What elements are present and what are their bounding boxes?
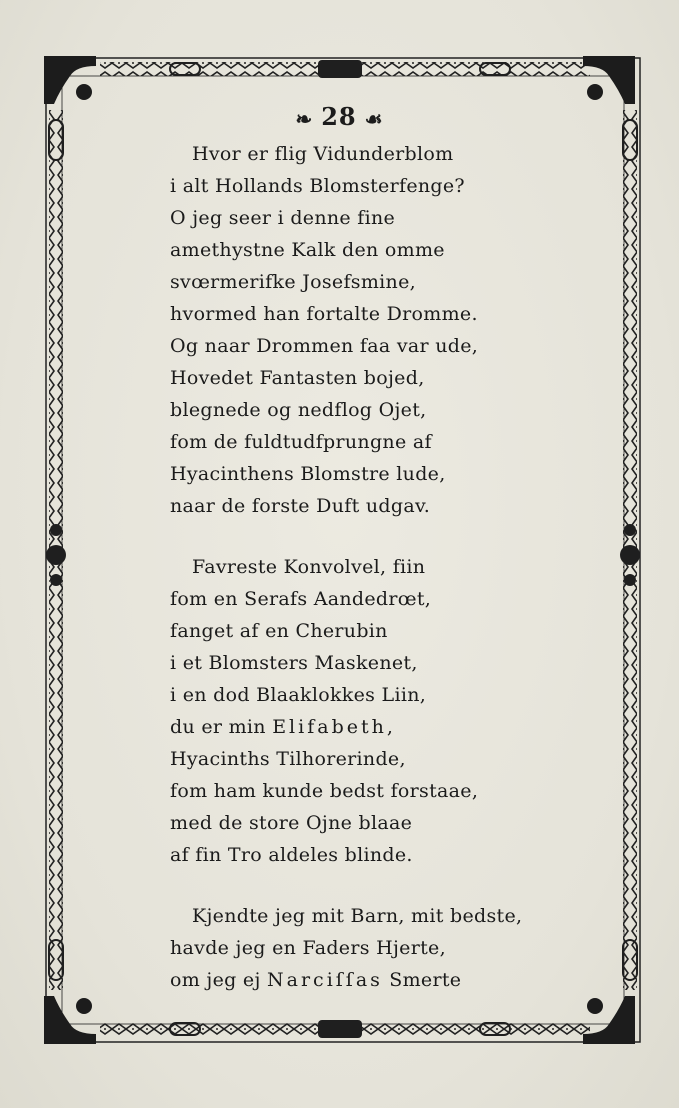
poem-line: fanget af en Cherubin [170, 620, 388, 642]
poem-line: fom ham kunde bedst forstaae, [170, 780, 479, 802]
poem-line: Hyacinths Tilhorerinde, [170, 748, 406, 770]
poem-line: Hyacinthens Blomstre lude, [170, 463, 446, 485]
poem-line-prefix: du er min [170, 716, 273, 738]
poem-line: blegnede og nedflog Ojet, [170, 399, 427, 421]
stanza-3 [170, 900, 550, 996]
poem-line: hvormed han fortalte Dromme. [170, 303, 478, 325]
page-number [0, 102, 679, 131]
page-number-right-ornament: ☙ [364, 106, 384, 131]
poem-line: i en dod Blaaklokkes Liin, [170, 684, 427, 706]
poem-line [170, 711, 550, 743]
poem-line: Kjendte jeg mit Barn, mit bedste, [192, 905, 523, 927]
poem-line-tail: Smerte [382, 969, 462, 991]
poem-line: Og naar Drommen faa var ude, [170, 335, 479, 357]
spaced-name-narcissas: Narciſſas [267, 969, 383, 991]
poem-line [170, 964, 550, 996]
poem-line: Hvor er flig Vidunderblom [192, 143, 454, 165]
poem-line: O jeg seer i denne fine [170, 207, 396, 229]
poem-body [170, 138, 550, 996]
poem-line: havde jeg en Faders Hjerte, [170, 937, 446, 959]
poem-line: med de store Ojne blaae [170, 812, 413, 834]
stanza-1 [170, 138, 550, 522]
poem-line-prefix: om jeg ej [170, 969, 268, 991]
poem-line: Favreste Konvolvel, fiin [192, 556, 426, 578]
poem-line: i alt Hollands Blomsterfenge? [170, 175, 465, 197]
page-number-left-ornament: ❧ [295, 106, 314, 131]
poem-line: af fin Tro aldeles blinde. [170, 844, 413, 866]
page-number-text: 28 [321, 102, 357, 131]
poem-line: i et Blomsters Maskenet, [170, 652, 418, 674]
poem-line: Hovedet Fantasten bojed, [170, 367, 425, 389]
poem-line: naar de forste Duft udgav. [170, 495, 431, 517]
poem-line: fom de fuldtudfprungne af [170, 431, 432, 453]
stanza-2 [170, 551, 550, 871]
poem-line: svœrmerifke Josefsmine, [170, 271, 416, 293]
poem-line: amethystne Kalk den omme [170, 239, 445, 261]
spaced-name-elisabeth: Elifabeth, [272, 716, 396, 738]
poem-line: fom en Serafs Aandedrœt, [170, 588, 432, 610]
